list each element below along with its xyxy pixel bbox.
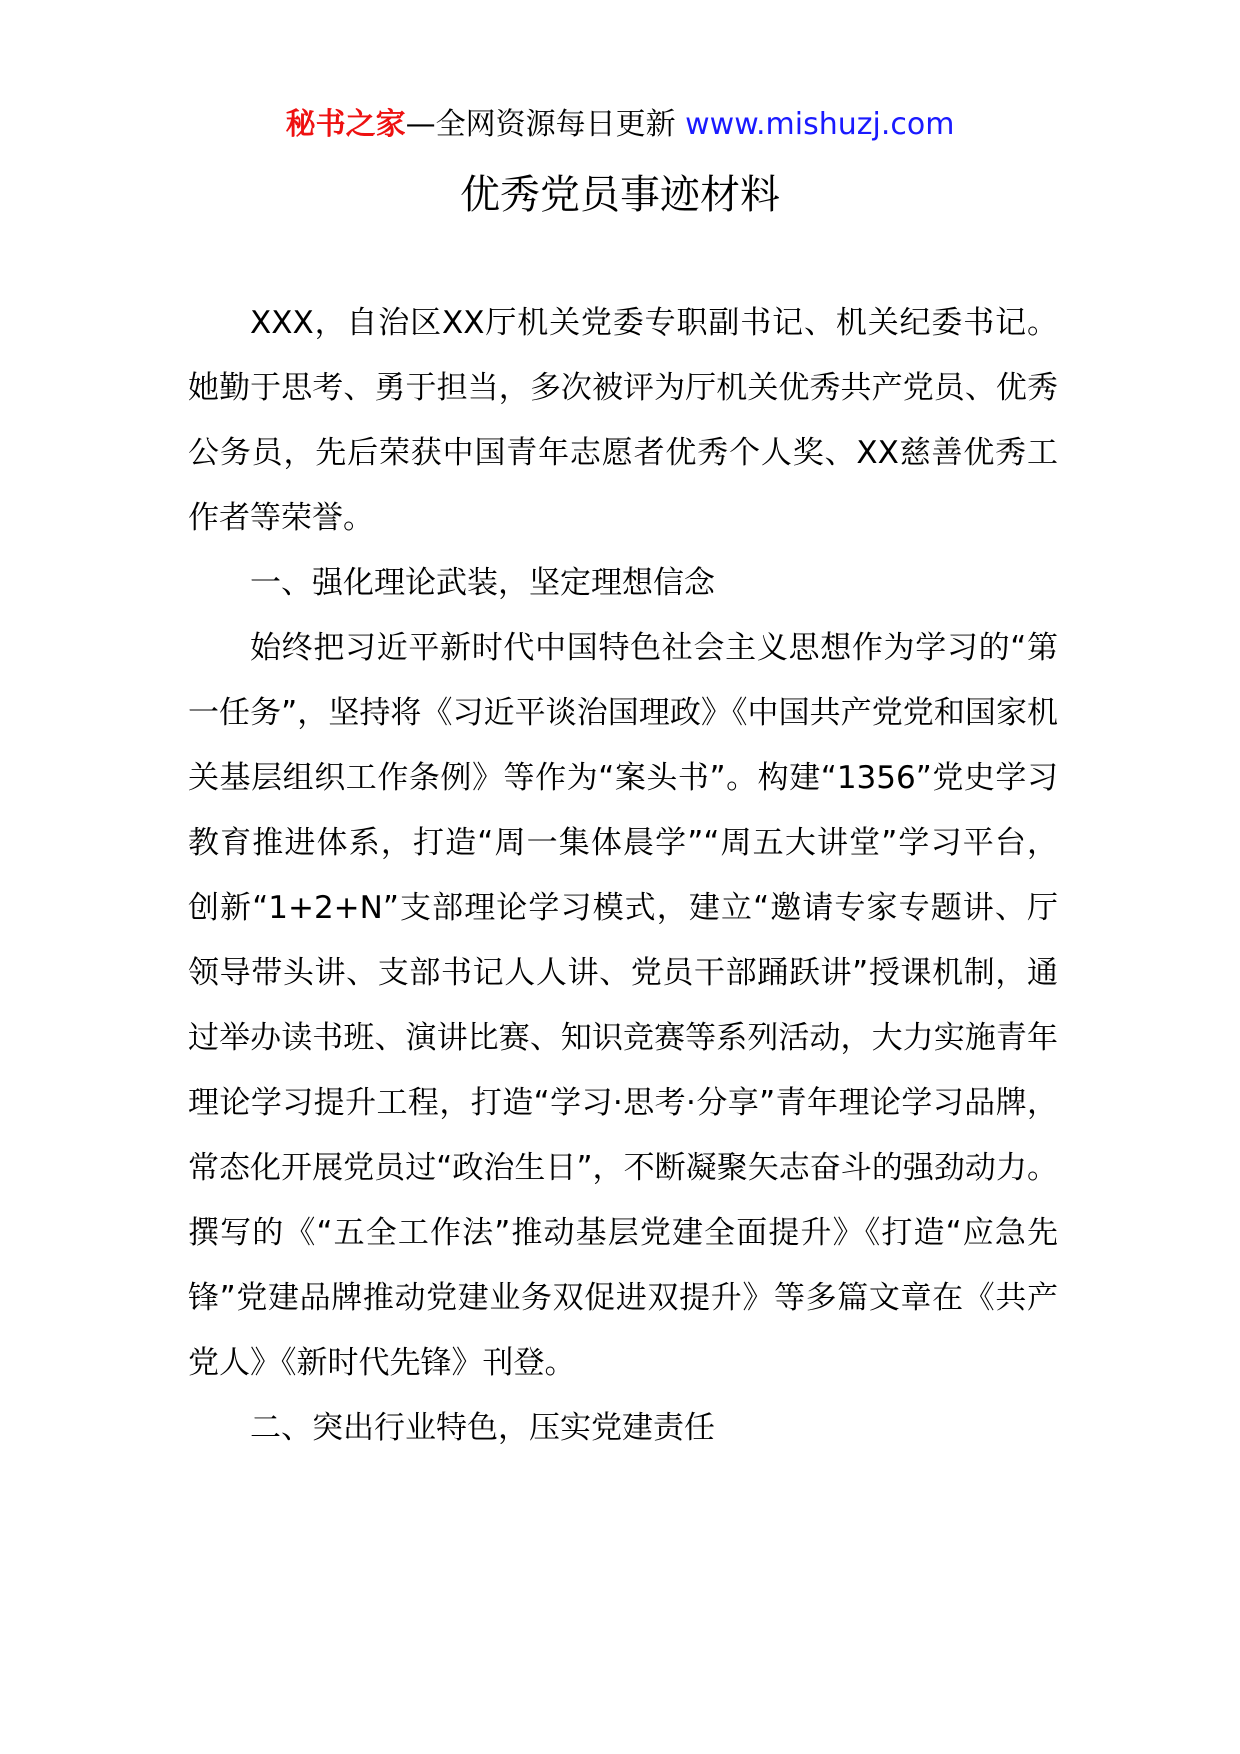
- site-header: [0, 103, 1240, 147]
- intro-paragraph: XXX，自治区XX厅机关党委专职副书记、机关纪委书记。她勤于思考、勇于担当，多次被评为厅机关优秀共产党员、优秀公务员，先后荣获中国青年志愿者优秀个人奖、XX慈善优秀工作者等荣誉。: [188, 305, 1058, 536]
- brand-name: 秘书之家: [285, 107, 406, 142]
- section-heading-2: 二、突出行业特色，压实党建责任: [250, 1410, 715, 1446]
- section-heading-1: 一、强化理论武装，坚定理想信念: [250, 565, 715, 601]
- document-title: 优秀党员事迹材料: [460, 172, 780, 218]
- site-url[interactable]: www.mishuzj.com: [685, 107, 955, 142]
- document-body: [188, 291, 1058, 1461]
- header-tagline: —全网资源每日更新: [405, 107, 676, 142]
- section-1-paragraph: 始终把习近平新时代中国特色社会主义思想作为学习的“第一任务”，坚持将《习近平谈治国理政》《中国共产党党和国家机关基层组织工作条例》等作为“案头书”。构建“1356”党史学习教育推进体系，打造“周一集体晨学”“周五大讲堂”学习平台，创新“1+2+N”支部理论学习模式，建立“邀请专家专题讲、厅领导带头讲、支部书记人人讲、党员干部踊跃讲”授课机制，通过举办读书班、演讲比赛、知识竞赛等系列活动，大力实施青年理论学习提升工程，打造“学习·思考·分享”青年理论学习品牌，常态化开展党员过“政治生日”，不断凝聚矢志奋斗的强劲动力。撰写的《“五全工作法”推动基层党建全面提升》《打造“应急先锋”党建品牌推动党建业务双促进双提升》等多篇文章在《共产党人》《新时代先锋》刊登。: [188, 630, 1058, 1381]
